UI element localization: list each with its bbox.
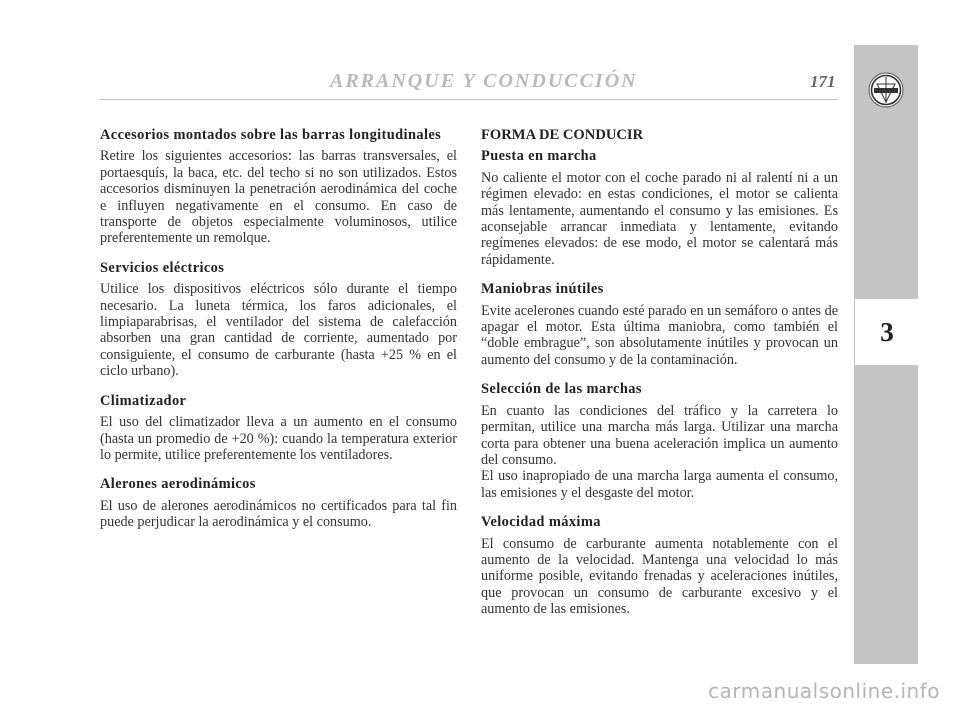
section-body: Evite acelerones cuando esté parado en un semáforo o antes de apagar el motor. Esta última maniobra, como también el “doble embrague”, son absolutamente inútiles y provocan un aumento del consumo y de la contaminación. [481, 302, 838, 368]
section-heading: Maniobras inútiles [481, 281, 604, 298]
section-title: FORMA DE CONDUCIR [481, 127, 644, 143]
watermark: carmanualsonline.info [708, 679, 940, 703]
section-body: No caliente el motor con el coche parado ni al ralentí ni a un régimen elevado: en estas condiciones, el motor se calienta más lentamente, aumentando el consumo y las emisiones. Es aconsejable arrancar inmediata y lentamente, evitando regímenes elevados: de ese modo, el motor se calentará más rápidamente. [481, 169, 838, 268]
section-heading: Puesta en marcha [481, 148, 597, 165]
section-heading: Velocidad máxima [481, 514, 601, 531]
section-maniobras-inutiles [481, 281, 838, 368]
section-body: El uso del climatizador lleva a un aumento en el consumo (hasta un promedio de +20 %): cuando la temperatura exterior lo permite, utilice preferentemente los ventiladores. [100, 414, 457, 463]
section-body: En cuanto las condiciones del tráfico y la carretera lo permitan, utilice una marcha más larga. Utilizar una marcha corta para obtener una buena aceleración implica un aumento del consumo. [481, 402, 838, 468]
section-body: Retire los siguientes accesorios: las barras transversales, el portaesquís, la baca, etc. del techo si no son utilizados. Estos accesorios disminuyen la penetración aerodinámica del coche e influyen negativamente en el consumo. En caso de transporte de objetos especialmente voluminosos, utilice preferentemente un remolque. [100, 148, 457, 247]
chapter-sidebar [854, 45, 918, 664]
section-body: El uso de alerones aerodinámicos no certificados para tal fin puede perjudicar la aerodinámica y el consumo. [100, 497, 457, 531]
chapter-title: ARRANQUE Y CONDUCCIÓN [330, 70, 638, 92]
section-climatizador [100, 393, 457, 464]
header-divider [100, 99, 838, 100]
lancia-logo-icon [868, 72, 904, 108]
section-velocidad-maxima [481, 514, 838, 617]
section-heading: Selección de las marchas [481, 381, 642, 398]
section-heading: Servicios eléctricos [100, 259, 225, 276]
section-alerones [100, 476, 457, 530]
section-puesta-en-marcha [481, 148, 838, 268]
section-body: El consumo de carburante aumenta notablemente con el aumento de la velocidad. Mantenga una velocidad lo más uniforme posible, evitando frenadas y aceleraciones inútiles, que provocan un consumo de carburante excesivo y el aumento de las emisiones. [481, 535, 838, 618]
section-body: Utilice los dispositivos eléctricos sólo durante el tiempo necesario. La luneta térmica, los faros adicionales, el limpiaparabrisas, el ventilador del sistema de calefacción absorben una gran cantidad de corriente, aumentado por consiguiente, el consumo de carburante (hasta +25 % en el ciclo urbano). [100, 281, 457, 380]
section-accesorios [100, 127, 457, 247]
section-heading: Climatizador [100, 392, 187, 409]
section-heading: Accesorios montados sobre las barras longitudinales [100, 127, 442, 143]
left-column [100, 127, 457, 544]
section-servicios-electricos [100, 260, 457, 380]
section-seleccion-marchas [481, 381, 838, 501]
section-heading: Alerones aerodinámicos [100, 476, 256, 493]
right-column [481, 127, 838, 631]
chapter-number: 3 [880, 316, 894, 347]
page-number: 171 [810, 72, 836, 91]
chapter-tab[interactable] [854, 299, 919, 365]
section-body-continued: El uso inapropiado de una marcha larga aumenta el consumo, las emisiones y el desgaste del motor. [481, 468, 838, 501]
